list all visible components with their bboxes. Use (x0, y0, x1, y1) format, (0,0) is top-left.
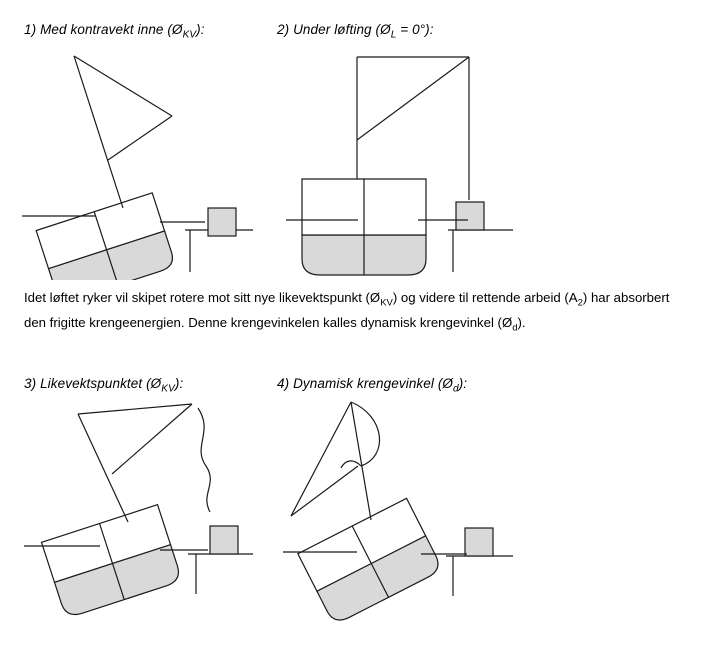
counterweight-box-3 (210, 526, 238, 554)
figure-1-number: 1) (24, 22, 37, 37)
figure-4-tail: ): (458, 376, 468, 391)
mast-line-1 (74, 56, 123, 208)
figure-4-text: Dynamisk krengevinkel (Ø (293, 376, 454, 391)
quay-group-3 (188, 526, 253, 594)
figure-3-caption (24, 376, 183, 395)
boom-line-1 (74, 56, 172, 116)
paragraph-part-1: Idet løftet ryker vil skipet rotere mot sitt nye likevektspunkt (Ø (24, 290, 381, 305)
quay-group-4 (446, 528, 513, 596)
mast-line-3 (78, 414, 128, 522)
boom-line-3 (78, 404, 192, 414)
hull-group-3 (42, 505, 183, 619)
figure-2-caption (277, 22, 434, 41)
arc-hook-4 (341, 461, 361, 468)
counterweight-box-1 (208, 208, 236, 236)
figure-4-number: 4) (277, 376, 290, 391)
paragraph-sub-2: 2 (577, 297, 583, 309)
paragraph-sub-1: KV (380, 297, 393, 309)
figure-4-caption (277, 376, 467, 395)
figure-2-tail: = 0°): (396, 22, 434, 37)
diagonal-stay-2 (357, 57, 469, 140)
stay-line-4 (291, 466, 358, 516)
stay-line-1 (108, 116, 172, 160)
figure-1-subscript: KV (182, 29, 197, 41)
figure-1-caption (24, 22, 205, 41)
quay-group-1 (185, 208, 253, 272)
figure-3-number: 3) (24, 376, 37, 391)
figure-3-drawing (0, 394, 253, 644)
paragraph-part-3: ) har absorbert den frigitte krengeenergien. Denne krengevinkelen kalles dynamisk krengevinkel (Ø (24, 290, 670, 330)
paragraph-sub-3: d (512, 322, 518, 334)
hull-group-2 (302, 179, 426, 275)
figure-2-drawing (253, 40, 513, 280)
hull-group-1 (36, 193, 176, 280)
rotation-arc-4 (351, 402, 380, 466)
figure-2-subscript: L (390, 29, 397, 41)
figure-1-tail: ): (196, 22, 205, 37)
boom-line-4 (291, 402, 351, 516)
counterweight-box-4 (465, 528, 493, 556)
figure-3-tail: ): (174, 376, 184, 391)
crane-group-4 (291, 402, 371, 520)
figure-2-text: Under løfting (Ø (293, 22, 391, 37)
snapped-wire-3 (198, 408, 210, 512)
quay-group-2 (448, 202, 513, 272)
suspended-load-box-2 (456, 202, 484, 230)
figure-1-drawing (0, 40, 253, 280)
paragraph-part-4: ). (517, 314, 526, 330)
figure-4-subscript: d (453, 383, 459, 395)
figure-4-drawing (253, 394, 513, 644)
stay-line-3 (112, 404, 192, 474)
figure-3-subscript: KV (161, 383, 175, 395)
figure-1-text: Med kontravekt inne (Ø (40, 22, 183, 37)
figure-2-number: 2) (277, 22, 290, 37)
crane-group-3 (78, 404, 192, 522)
figure-3-text: Likevektspunktet (Ø (40, 376, 162, 391)
paragraph-part-2: ) og videre til rettende arbeid (A (392, 290, 578, 305)
crane-group-1 (74, 56, 172, 208)
explanatory-paragraph (24, 288, 688, 337)
